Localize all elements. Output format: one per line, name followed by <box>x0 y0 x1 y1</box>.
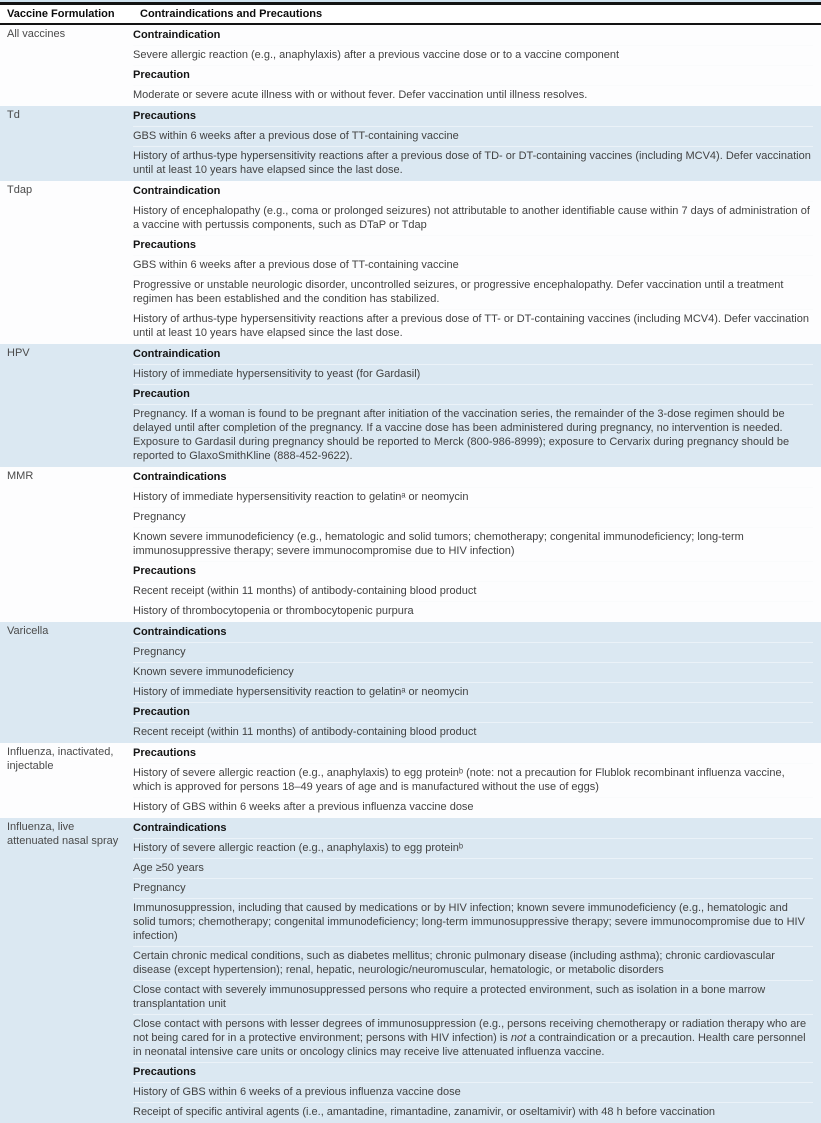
detail-text: Close contact with severely immunosuppressed persons who require a protected environment, such as isolation in a bone marrow transplantation unit <box>133 980 813 1014</box>
detail-text: Receipt of specific antiviral agents (i.e., amantadine, rimantadine, zanamivir, or oseltamivir) with 48 h before vaccination <box>133 1102 813 1122</box>
row-details <box>126 622 821 743</box>
detail-text: Severe allergic reaction (e.g., anaphylaxis) after a previous vaccine dose or to a vaccine component <box>133 45 813 65</box>
row-details <box>126 106 821 181</box>
detail-text: GBS within 6 weeks after a previous dose of TT-containing vaccine <box>133 126 813 146</box>
section-subheader: Precautions <box>133 561 813 581</box>
row-details <box>126 344 821 467</box>
detail-text: Pregnancy <box>133 642 813 662</box>
detail-text: History of encephalopathy (e.g., coma or prolonged seizures) not attributable to another identifiable cause within 7 days of administration of a vaccine with pertussis components, such as DTaP or Tdap <box>133 201 813 235</box>
table-row <box>0 25 821 106</box>
detail-text: Recent receipt (within 11 months) of antibody-containing blood product <box>133 581 813 601</box>
detail-text: History of thrombocytopenia or thrombocytopenic purpura <box>133 601 813 621</box>
vaccine-name: Influenza, live attenuated nasal spray <box>7 821 119 847</box>
detail-text: History of severe allergic reaction (e.g., anaphylaxis) to egg proteinᵇ <box>133 838 813 858</box>
vaccine-name: MMR <box>7 470 34 482</box>
detail-text: Age ≥50 years <box>133 858 813 878</box>
detail-text: History of GBS within 6 weeks after a previous influenza vaccine dose <box>133 797 813 817</box>
detail-text: Progressive or unstable neurologic disorder, uncontrolled seizures, or progressive encephalopathy. Defer vaccination until a treatment regimen has been established and the condition has stabilized. <box>133 275 813 309</box>
detail-text: Pregnancy <box>133 507 813 527</box>
section-subheader: Contraindications <box>133 626 227 638</box>
detail-text: GBS within 6 weeks after a previous dose of TT-containing vaccine <box>133 255 813 275</box>
vaccine-name: Td <box>7 109 20 121</box>
section-subheader: Contraindication <box>133 29 221 41</box>
table-body <box>0 25 821 1123</box>
detail-text: History of arthus-type hypersensitivity reactions after a previous dose of TD- or DT-containing vaccines (including MCV4). Defer vaccination until at least 10 years have elapsed since the last dose. <box>133 146 813 180</box>
table-header-row <box>0 5 821 23</box>
detail-text: History of immediate hypersensitivity reaction to gelatinᵃ or neomycin <box>133 682 813 702</box>
row-details <box>126 818 821 1123</box>
vaccine-name: Tdap <box>7 184 33 196</box>
vaccine-name: Influenza, inactivated, injectable <box>7 746 114 772</box>
vaccine-name: HPV <box>7 347 30 359</box>
section-subheader: Contraindications <box>133 822 227 834</box>
row-details <box>126 743 821 818</box>
section-subheader: Precautions <box>133 110 196 122</box>
section-subheader: Precautions <box>133 747 196 759</box>
detail-text: Pregnancy <box>133 878 813 898</box>
vaccine-name: All vaccines <box>7 28 66 40</box>
table-row <box>0 344 821 467</box>
row-details <box>126 181 821 344</box>
table-row <box>0 818 821 1123</box>
detail-text: History of GBS within 6 weeks of a previous influenza vaccine dose <box>133 1082 813 1102</box>
detail-text: Known severe immunodeficiency (e.g., hematologic and solid tumors; chemotherapy; congenital immunodeficiency; long-term immunosuppressive therapy; severe immunocompromise due to HIV infection) <box>133 527 813 561</box>
table-row <box>0 743 821 818</box>
table-row <box>0 622 821 743</box>
section-subheader: Precaution <box>133 702 813 722</box>
row-details <box>126 25 821 106</box>
row-details <box>126 467 821 622</box>
table-row <box>0 106 821 181</box>
section-subheader: Precautions <box>133 235 813 255</box>
section-subheader: Precaution <box>133 384 813 404</box>
detail-text: Recent receipt (within 11 months) of antibody-containing blood product <box>133 722 813 742</box>
detail-text: History of severe allergic reaction (e.g., anaphylaxis) to egg proteinᵇ (note: not a precaution for Flublok recombinant influenza vaccine, which is approved for persons 18–49 years of age and is manufactured without the use of eggs) <box>133 763 813 797</box>
section-subheader: Contraindication <box>133 185 221 197</box>
detail-text: Moderate or severe acute illness with or without fever. Defer vaccination until illness resolves. <box>133 85 813 105</box>
detail-text: History of arthus-type hypersensitivity reactions after a previous dose of TT- or DT-containing vaccines (including MCV4). Defer vaccination until at least 10 years have elapsed since the last dose. <box>133 309 813 343</box>
table-row <box>0 181 821 344</box>
table-row <box>0 467 821 622</box>
column-header-contraindications-precautions: Contraindications and Precautions <box>140 8 323 20</box>
detail-text: Known severe immunodeficiency <box>133 662 813 682</box>
section-subheader: Contraindications <box>133 471 227 483</box>
vaccine-name: Varicella <box>7 625 49 637</box>
detail-text: Certain chronic medical conditions, such as diabetes mellitus; chronic pulmonary disease (including asthma); chronic cardiovascular disease (except hypertension); renal, hepatic, neurologic/neuromuscular, hematologic, or metabolic disorders <box>133 946 813 980</box>
detail-text: History of immediate hypersensitivity reaction to gelatinᵃ or neomycin <box>133 487 813 507</box>
section-subheader: Contraindication <box>133 348 221 360</box>
column-header-vaccine-formulation: Vaccine Formulation <box>7 8 115 20</box>
section-subheader: Precautions <box>133 1062 813 1082</box>
detail-text: Close contact with persons with lesser degrees of immunosuppression (e.g., persons receiving chemotherapy or radiation therapy who are not being cared for in a protective environment; persons with HIV infection) is not a contraindication or a precaution. Health care personnel in neonatal intensive care units or oncology clinics may receive live attenuated influenza vaccine. <box>133 1014 813 1062</box>
detail-text: Pregnancy. If a woman is found to be pregnant after initiation of the vaccination series, the remainder of the 3-dose regimen should be delayed until after completion of the pregnancy. If a vaccine dose has been administered during pregnancy, no intervention is needed. Exposure to Gardasil during pregnancy should be reported to Merck (800-986-8999); exposure to Cervarix during pregnancy should be reported to GlaxoSmithKline (888-452-9622). <box>133 404 813 466</box>
detail-text: Immunosuppression, including that caused by medications or by HIV infection; known severe immunodeficiency (e.g., hematologic and solid tumors; chemotherapy; congenital immunodeficiency; long-term immunosuppressive therapy; severe immunocompromise due to HIV infection) <box>133 898 813 946</box>
detail-text: History of immediate hypersensitivity to yeast (for Gardasil) <box>133 364 813 384</box>
section-subheader: Precaution <box>133 65 813 85</box>
